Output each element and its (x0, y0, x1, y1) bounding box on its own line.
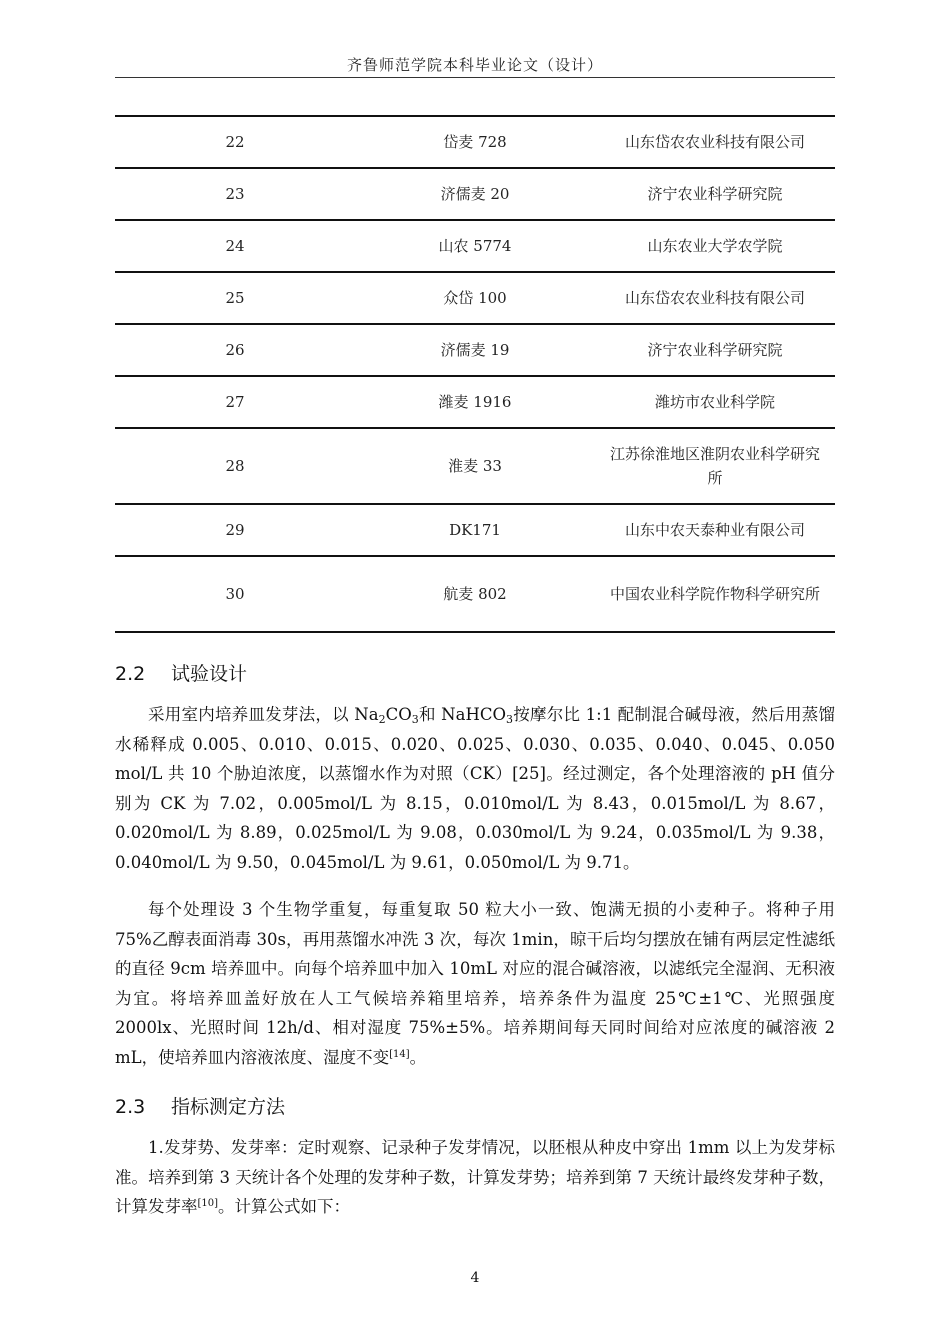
cell-text: 28 (225, 457, 245, 475)
cell-variety (355, 376, 595, 428)
cell-text: 江苏徐淮地区淮阴农业科学研究所 (609, 445, 820, 487)
section-heading-2-2 (115, 659, 835, 686)
cell-index (115, 168, 355, 220)
text-run: 每个处理设 3 个生物学重复，每重复取 50 粒大小一致、饱满无损的小麦种子。将种子用 75%乙醇表面消毒 30s，再用蒸馏水冲洗 3 次，每次 1min，晾干后均匀摆放在铺有两层定性滤纸的直径 9cm 培养皿中。向每个培养皿中加入 10mL 对应的混合碱溶液，以滤纸完全湿润、无积液为宜。将培养皿盖好放在人工气候培养箱里培养，培养条件为温度 25℃±1℃、光照强度 2000lx、光照时间 12h/d、相对湿度 75%±5%。培养期间每天同时间给对应浓度的碱溶液 2 mL，使培养皿内溶液浓度、湿度不变 (115, 900, 835, 1067)
text-run: 。计算公式如下： (218, 1197, 351, 1216)
text-run: 按摩尔比 1:1 配制混合碱母液，然后用蒸馏水稀释成 0.005、0.010、0.015、0.020、0.025、0.030、0.035、0.040、0.045、0.050 mol/L 共 10 个胁迫浓度，以蒸馏水作为对照（CK）[25]。经过测定，各个处理溶液的 pH 值分别为 CK 为 7.02，0.005mol/L 为 8.15，0.010mol/L 为 8.43，0.015mol/L 为 8.67，0.020mol/L 为 8.89，0.025mol/L 为 9.08，0.030mol/L 为 9.24，0.035mol/L 为 9.38，0.040mol/L 为 9.50，0.045mol/L 为 9.61，0.050mol/L 为 9.71。 (115, 705, 835, 872)
cell-text: 29 (225, 521, 245, 539)
cell-text: 济儒麦 20 (440, 185, 510, 203)
page-number: 4 (470, 1270, 480, 1286)
header-rule (115, 77, 835, 78)
cell-text: 30 (225, 585, 245, 603)
paragraph-germination (115, 1133, 835, 1222)
cell-index (115, 556, 355, 632)
section-title: 试验设计 (171, 663, 248, 685)
cell-index (115, 116, 355, 168)
cell-text: 24 (225, 237, 245, 255)
paragraph-design (115, 700, 835, 877)
table-row (115, 272, 835, 324)
table-row (115, 168, 835, 220)
cell-source (595, 428, 835, 504)
cell-text: 济宁农业科学研究院 (647, 185, 783, 203)
text-run: 。 (409, 1047, 427, 1067)
cell-text: 中国农业科学院作物科学研究所 (609, 585, 820, 603)
cell-text: DK171 (449, 521, 501, 539)
cell-text: 25 (225, 289, 245, 307)
cell-index (115, 220, 355, 272)
cell-variety (355, 504, 595, 556)
text-run: 和 NaHCO (418, 705, 506, 724)
table-row (115, 504, 835, 556)
table-row (115, 220, 835, 272)
cell-text: 山东农业大学农学院 (647, 237, 783, 255)
section-number: 2.2 (115, 663, 146, 685)
cell-variety (355, 168, 595, 220)
text-run: 采用室内培养皿发芽法，以 Na (148, 705, 379, 724)
cell-source (595, 376, 835, 428)
cell-text: 山东岱农农业科技有限公司 (624, 289, 805, 307)
table-row (115, 376, 835, 428)
cell-variety (355, 324, 595, 376)
table-row (115, 428, 835, 504)
cell-variety (355, 272, 595, 324)
cell-index (115, 376, 355, 428)
cell-index (115, 504, 355, 556)
cell-variety (355, 220, 595, 272)
cell-index (115, 324, 355, 376)
paragraph-treatment (115, 895, 835, 1072)
cell-text: 潍麦 1916 (438, 393, 512, 411)
table-row (115, 556, 835, 632)
cell-source (595, 504, 835, 556)
text-run: 1.发芽势、发芽率：定时观察、记录种子发芽情况，以胚根从种皮中穿出 1mm 以上为发芽标准。培养到第 3 天统计各个处理的发芽种子数，计算发芽势；培养到第 7 天统计最终发芽种子数，计算发芽率 (115, 1138, 835, 1216)
cell-variety (355, 116, 595, 168)
cell-source (595, 556, 835, 632)
subscript: 3 (411, 713, 419, 726)
section-heading-2-3 (115, 1092, 835, 1119)
variety-table (115, 115, 835, 633)
cell-source (595, 272, 835, 324)
cell-text: 27 (225, 393, 245, 411)
cell-text: 众岱 100 (443, 289, 507, 307)
cell-index (115, 272, 355, 324)
cell-text: 山东中农天泰种业有限公司 (624, 521, 805, 539)
cell-text: 淮麦 33 (448, 457, 502, 475)
text-run: CO (385, 705, 412, 724)
citation: [10] (197, 1198, 219, 1209)
cell-text: 岱麦 728 (443, 133, 507, 151)
cell-source (595, 168, 835, 220)
cell-text: 济宁农业科学研究院 (647, 341, 783, 359)
cell-index (115, 428, 355, 504)
cell-text: 23 (225, 185, 245, 203)
cell-text: 航麦 802 (443, 585, 507, 603)
citation: [14] (389, 1048, 410, 1060)
cell-text: 济儒麦 19 (440, 341, 510, 359)
table-row (115, 116, 835, 168)
cell-text: 山农 5774 (438, 237, 512, 255)
page-header: 齐鲁师范学院本科毕业论文（设计） (346, 56, 603, 74)
section-number: 2.3 (115, 1096, 146, 1118)
section-title: 指标测定方法 (171, 1096, 286, 1118)
subscript: 3 (506, 713, 513, 726)
cell-source (595, 324, 835, 376)
cell-text: 潍坊市农业科学院 (654, 393, 775, 411)
cell-text: 22 (225, 133, 245, 151)
subscript: 2 (378, 713, 386, 726)
cell-variety (355, 428, 595, 504)
cell-text: 26 (225, 341, 245, 359)
cell-source (595, 220, 835, 272)
cell-source (595, 116, 835, 168)
cell-text: 山东岱农农业科技有限公司 (624, 133, 805, 151)
cell-variety (355, 556, 595, 632)
variety-table-body (115, 116, 835, 632)
table-row (115, 324, 835, 376)
